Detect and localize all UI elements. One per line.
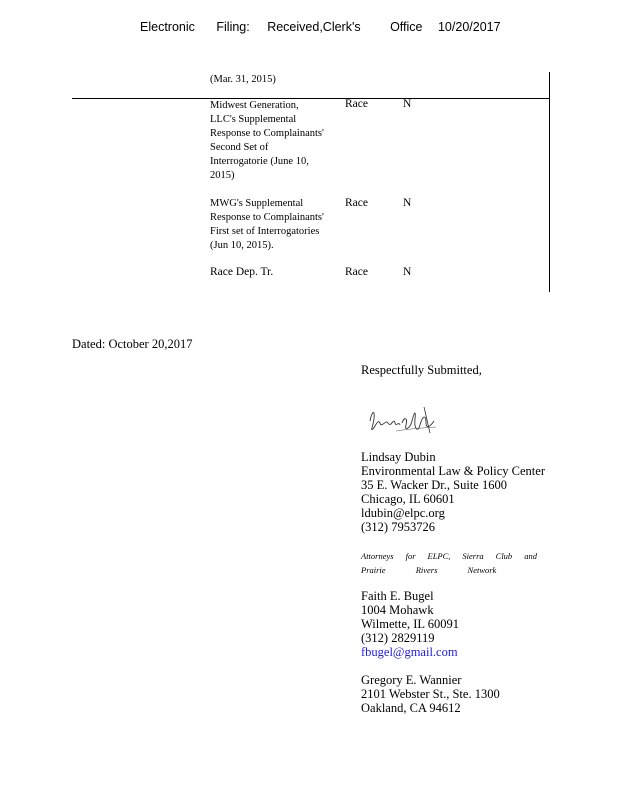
respectfully-submitted: Respectfully Submitted, <box>361 363 482 377</box>
row1-line: LLC's Supplemental <box>210 114 297 125</box>
note-word: for <box>405 551 416 561</box>
filing-header <box>140 20 501 34</box>
counsel3-street: 2101 Webster St., Ste. 1300 <box>361 687 500 701</box>
row1-line: Midwest Generation, <box>210 100 299 111</box>
table-row <box>210 99 340 183</box>
counsel2-street: 1004 Mohawk <box>361 603 434 617</box>
counsel3-name: Gregory E. Wannier <box>361 673 462 687</box>
row2-flag: N <box>403 197 412 209</box>
row1-line: Interrogatorie (June 10, <box>210 156 309 167</box>
header-office: Office <box>390 20 423 34</box>
note-word: Club <box>495 551 513 561</box>
counsel1-name: Lindsay Dubin <box>361 450 436 464</box>
row2-line: (Jun 10, 2015). <box>210 240 274 251</box>
row1-line: Response to Complainants' <box>210 128 324 139</box>
counsel2-city: Wilmette, IL 60091 <box>361 617 459 631</box>
row2-line: First set of Interrogatories <box>210 226 320 237</box>
row1-witness: Race <box>345 98 368 110</box>
row1-line: Second Set of <box>210 142 269 153</box>
note-word: Rivers <box>415 565 438 575</box>
row1-flag: N <box>403 98 412 110</box>
counsel1-city: Chicago, IL 60601 <box>361 492 455 506</box>
attorneys-note <box>361 549 537 577</box>
note-word: Network <box>467 565 497 575</box>
counsel-block-1 <box>361 450 545 534</box>
counsel1-street: 35 E. Wacker Dr., Suite 1600 <box>361 478 507 492</box>
continued-cell: (Mar. 31, 2015) <box>210 74 276 85</box>
note-word: Attorneys <box>361 551 394 561</box>
header-filing: Filing: <box>216 20 250 34</box>
row3-witness: Race <box>345 266 368 278</box>
counsel2-email-link[interactable]: fbugel@gmail.com <box>361 645 458 659</box>
counsel-block-2 <box>361 589 459 659</box>
row3-flag: N <box>403 266 412 278</box>
counsel1-email: ldubin@elpc.org <box>361 506 445 520</box>
row2-line: Response to Complainants' <box>210 212 324 223</box>
table-right-border <box>549 72 550 292</box>
signature-image <box>366 403 446 439</box>
counsel2-phone: (312) 2829119 <box>361 631 435 645</box>
note-word: Prairie <box>361 565 386 575</box>
table-row <box>210 197 340 253</box>
header-received: Received,Clerk's <box>267 20 361 34</box>
counsel3-city: Oakland, CA 94612 <box>361 701 461 715</box>
note-word: Sierra <box>462 551 484 561</box>
counsel1-org: Environmental Law & Policy Center <box>361 464 545 478</box>
header-date: 10/20/2017 <box>437 20 501 34</box>
row1-line: 2015) <box>210 170 235 181</box>
header-electronic: Electronic <box>140 20 195 34</box>
counsel-block-3 <box>361 673 500 715</box>
note-word: ELPC, <box>427 551 451 561</box>
counsel1-phone: (312) 7953726 <box>361 520 435 534</box>
note-word: and <box>524 551 537 561</box>
row3-line: Race Dep. Tr. <box>210 266 274 278</box>
row2-witness: Race <box>345 197 368 209</box>
dated-line: Dated: October 20,2017 <box>72 337 193 351</box>
counsel2-name: Faith E. Bugel <box>361 589 434 603</box>
table-row <box>210 266 273 278</box>
row2-line: MWG's Supplemental <box>210 198 304 209</box>
